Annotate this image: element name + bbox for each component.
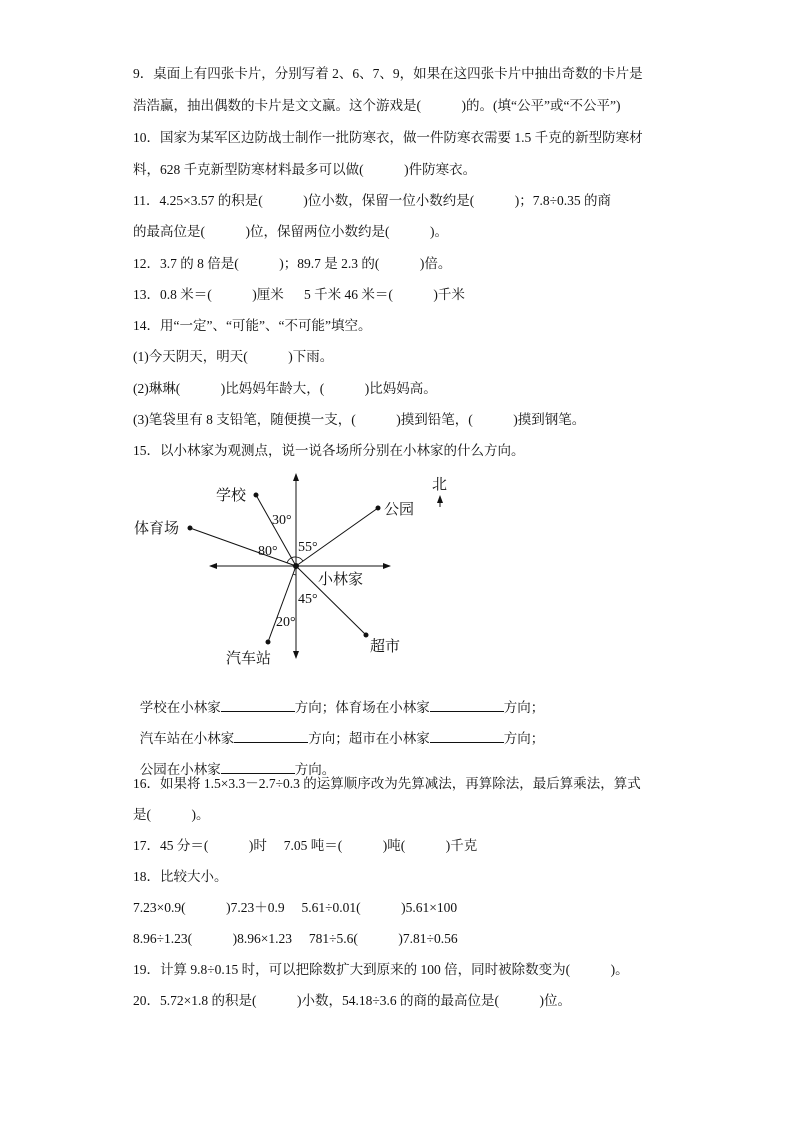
bus-station-direction-blank[interactable] xyxy=(234,730,308,743)
question-11-line-2: 的最高位是( )位，保留两位小数约是( )。 xyxy=(133,224,448,239)
question-14-part-2: (2)琳琳( )比妈妈年龄大，( )比妈妈高。 xyxy=(133,381,437,396)
question-16-line-2: 是( )。 xyxy=(133,807,210,822)
question-10-line-1: 10．国家为某军区边防战士制作一批防寒衣，做一件防寒衣需要 1.5 千克的新型防寒材 xyxy=(133,130,643,145)
bus-station-prompt: 汽车站在小林家 xyxy=(139,731,235,746)
angle-label-stadium: 80° xyxy=(258,544,278,559)
angle-arc-park xyxy=(296,557,303,561)
question-17: 17．45 分＝( )时 7.05 吨＝( )吨( )千克 xyxy=(133,838,478,853)
question-14-part-3: (3)笔袋里有 8 支铅笔，随便摸一支，( )摸到铅笔，( )摸到钢笔。 xyxy=(133,412,586,427)
direction-diagram xyxy=(125,465,465,670)
supermarket-prompt: 方向；超市在小林家 xyxy=(308,731,430,746)
label-center: 小林家 xyxy=(318,572,364,588)
question-13: 13．0.8 米＝( )厘米 5 千米 46 米＝( )千米 xyxy=(133,287,465,302)
question-15: 15．以小林家为观测点，说一说各场所分别在小林家的什么方向。 xyxy=(133,443,525,458)
supermarket-direction-blank[interactable] xyxy=(430,730,504,743)
question-9-line-1: 9．桌面上有四张卡片，分别写着 2、6、7、9，如果在这四张卡片中抽出奇数的卡片是 xyxy=(133,66,643,81)
point-park xyxy=(376,506,381,511)
question-14-part-1: (1)今天阴天，明天( )下雨。 xyxy=(133,349,334,364)
point-stadium xyxy=(188,526,193,531)
question-12: 12．3.7 的 8 倍是( )；89.7 是 2.3 的( )倍。 xyxy=(133,256,452,271)
angle-label-supermarket: 45° xyxy=(298,592,318,607)
park-prompt: 公园在小林家 xyxy=(139,762,221,777)
question-9-line-2: 浩浩赢，抽出偶数的卡片是文文赢。这个游戏是( )的。(填“公平”或“不公平”) xyxy=(133,98,621,113)
row-2-end: 方向； xyxy=(503,731,545,746)
question-11-line-1: 11．4.25×3.57 的积是( )位小数，保留一位小数约是( )；7.8÷0.35 的商 xyxy=(133,193,612,208)
school-prompt: 学校在小林家 xyxy=(139,700,221,715)
question-15-answer-row-3 xyxy=(133,745,335,778)
row-3-end: 方向。 xyxy=(294,762,336,777)
question-18-row-1: 7.23×0.9( )7.23＋0.9 5.61÷0.01( )5.61×100 xyxy=(133,900,458,915)
point-school xyxy=(254,493,259,498)
label-stadium: 体育场 xyxy=(134,521,180,537)
point-bus-station xyxy=(266,640,271,645)
ray-park xyxy=(296,508,378,566)
angle-arc-school xyxy=(291,557,296,558)
question-14: 14．用“一定”、“可能”、“不可能”填空。 xyxy=(133,318,372,333)
label-park: 公园 xyxy=(384,502,415,518)
question-18: 18．比较大小。 xyxy=(133,869,228,884)
question-15-answer-row-1 xyxy=(133,683,544,716)
question-18-row-2: 8.96÷1.23( )8.96×1.23 781÷5.6( )7.81÷0.56 xyxy=(133,931,458,946)
label-school: 学校 xyxy=(216,488,247,504)
ray-bus-station xyxy=(268,566,296,642)
angle-label-park: 55° xyxy=(298,540,318,555)
angle-label-bus-station: 20° xyxy=(276,615,296,630)
row-1-end: 方向； xyxy=(503,700,545,715)
angle-label-school: 30° xyxy=(272,513,292,528)
stadium-direction-blank[interactable] xyxy=(430,699,504,712)
question-16-line-1: 16．如果将 1.5×3.3－2.7÷0.3 的运算顺序改为先算减法，再算除法，最后算乘法，算式 xyxy=(133,776,641,791)
angle-arc-stadium xyxy=(287,558,291,563)
question-20: 20．5.72×1.8 的积是( )小数，54.18÷3.6 的商的最高位是( )位。 xyxy=(133,993,572,1008)
question-19: 19．计算 9.8÷0.15 时，可以把除数扩大到原来的 100 倍，同时被除数变为( )。 xyxy=(133,962,629,977)
stadium-prompt: 方向；体育场在小林家 xyxy=(294,700,430,715)
ray-stadium xyxy=(190,528,296,566)
school-direction-blank[interactable] xyxy=(221,699,295,712)
park-direction-blank[interactable] xyxy=(221,761,295,774)
north-label: 北 xyxy=(432,477,448,493)
question-10-line-2: 料，628 千克新型防寒材料最多可以做( )件防寒衣。 xyxy=(133,162,477,177)
label-bus-station: 汽车站 xyxy=(226,651,272,667)
question-15-answer-row-2 xyxy=(133,714,544,747)
label-supermarket: 超市 xyxy=(370,639,401,655)
center-point xyxy=(293,563,299,569)
point-supermarket xyxy=(364,633,369,638)
